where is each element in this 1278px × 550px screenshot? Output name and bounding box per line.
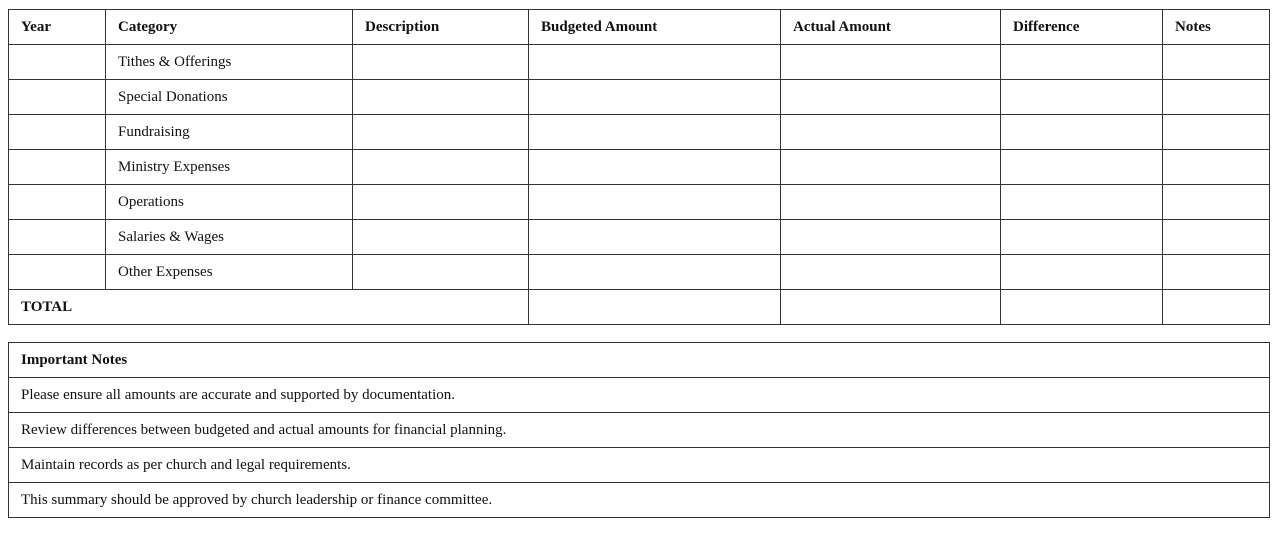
notes-cell[interactable] [1163,115,1270,150]
table-row [9,255,1270,290]
actual-amount-cell[interactable] [781,220,1001,255]
table-header-row [9,10,1270,45]
actual-amount-cell[interactable] [781,150,1001,185]
budgeted-amount-cell[interactable] [529,80,781,115]
category-cell: Other Expenses [106,255,353,290]
difference-cell[interactable] [1001,220,1163,255]
column-header-description: Description [353,10,529,45]
difference-cell[interactable] [1001,80,1163,115]
category-cell: Salaries & Wages [106,220,353,255]
category-cell: Special Donations [106,80,353,115]
notes-title: Important Notes [9,343,1270,378]
difference-cell[interactable] [1001,150,1163,185]
difference-cell[interactable] [1001,255,1163,290]
year-cell[interactable] [9,150,106,185]
budget-summary-table [8,9,1270,325]
budgeted-amount-cell[interactable] [529,45,781,80]
year-cell[interactable] [9,80,106,115]
actual-amount-cell[interactable] [781,80,1001,115]
note-item: This summary should be approved by church leadership or finance committee. [9,483,1270,518]
budgeted-amount-cell[interactable] [529,185,781,220]
table-row [9,45,1270,80]
year-cell[interactable] [9,220,106,255]
total-notes-cell[interactable] [1163,290,1270,325]
year-cell[interactable] [9,45,106,80]
category-cell: Operations [106,185,353,220]
notes-cell[interactable] [1163,80,1270,115]
table-row [9,115,1270,150]
description-cell[interactable] [353,115,529,150]
description-cell[interactable] [353,80,529,115]
year-cell[interactable] [9,255,106,290]
notes-cell[interactable] [1163,150,1270,185]
notes-header-row [9,343,1270,378]
column-header-actual-amount: Actual Amount [781,10,1001,45]
column-header-year: Year [9,10,106,45]
budgeted-amount-cell[interactable] [529,150,781,185]
table-row [9,80,1270,115]
column-header-difference: Difference [1001,10,1163,45]
description-cell[interactable] [353,45,529,80]
year-cell[interactable] [9,115,106,150]
important-notes-table [8,342,1270,518]
note-row [9,378,1270,413]
total-row [9,290,1270,325]
description-cell[interactable] [353,255,529,290]
table-row [9,150,1270,185]
column-header-budgeted-amount: Budgeted Amount [529,10,781,45]
actual-amount-cell[interactable] [781,115,1001,150]
table-row [9,220,1270,255]
category-cell: Fundraising [106,115,353,150]
notes-cell[interactable] [1163,255,1270,290]
difference-cell[interactable] [1001,185,1163,220]
table-row [9,185,1270,220]
note-row [9,413,1270,448]
column-header-notes: Notes [1163,10,1270,45]
description-cell[interactable] [353,185,529,220]
category-cell: Ministry Expenses [106,150,353,185]
category-cell: Tithes & Offerings [106,45,353,80]
total-actual-cell[interactable] [781,290,1001,325]
notes-cell[interactable] [1163,220,1270,255]
notes-cell[interactable] [1163,45,1270,80]
difference-cell[interactable] [1001,45,1163,80]
budgeted-amount-cell[interactable] [529,220,781,255]
total-budgeted-cell[interactable] [529,290,781,325]
note-row [9,483,1270,518]
total-difference-cell[interactable] [1001,290,1163,325]
actual-amount-cell[interactable] [781,45,1001,80]
notes-cell[interactable] [1163,185,1270,220]
difference-cell[interactable] [1001,115,1163,150]
total-label: TOTAL [9,290,529,325]
actual-amount-cell[interactable] [781,255,1001,290]
budgeted-amount-cell[interactable] [529,255,781,290]
note-item: Please ensure all amounts are accurate and supported by documentation. [9,378,1270,413]
column-header-category: Category [106,10,353,45]
actual-amount-cell[interactable] [781,185,1001,220]
note-item: Review differences between budgeted and actual amounts for financial planning. [9,413,1270,448]
budgeted-amount-cell[interactable] [529,115,781,150]
description-cell[interactable] [353,150,529,185]
note-item: Maintain records as per church and legal requirements. [9,448,1270,483]
year-cell[interactable] [9,185,106,220]
note-row [9,448,1270,483]
description-cell[interactable] [353,220,529,255]
